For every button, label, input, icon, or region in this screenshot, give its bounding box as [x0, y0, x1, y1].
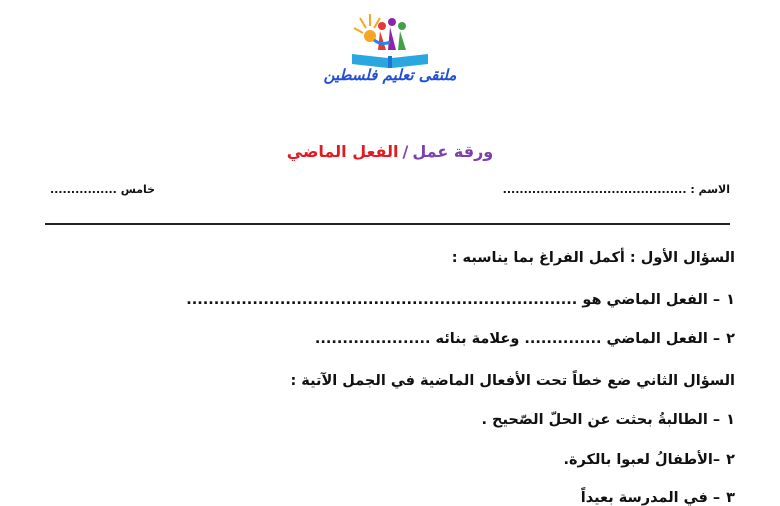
item-number: ١ [726, 292, 735, 308]
question2-heading: السؤال الثاني ضع خطاً تحت الأفعال الماضية في الجمل الآتية : [290, 373, 735, 389]
item-text: –الأطفالُ لعبوا بالكرة. [563, 452, 721, 468]
name-field-label: الاسم : ............................................ [502, 183, 730, 196]
logo-text: ملتقى تعليم فلسطين [323, 66, 457, 84]
question2-item-3 [581, 490, 735, 506]
question2-item-1 [482, 412, 736, 428]
item-number: ١ [726, 412, 735, 428]
title-worksheet: ورقة عمل [412, 142, 494, 161]
item-number: ٢ [726, 331, 735, 347]
item-text: – الفعل الماضي هو ....................................................................... [186, 292, 721, 308]
question1-item-1 [186, 292, 735, 308]
item-text: – في المدرسة بعيداً [580, 490, 721, 506]
title-topic: الفعل الماضي [286, 142, 399, 161]
class-field-label: خامس ................ [50, 183, 156, 196]
page-title [0, 142, 780, 161]
item-number: ٢ [726, 452, 735, 468]
item-text: – الفعل الماضي .............. وعلامة بنائه ..................... [314, 331, 721, 347]
question2-item-2 [563, 452, 735, 468]
item-text: – الطالبةُ بحثت عن الحلّ الصّحيح . [481, 412, 721, 428]
title-separator: / [402, 142, 409, 161]
question1-item-2 [315, 331, 735, 347]
item-number: ٣ [726, 490, 735, 506]
question1-heading: السؤال الأول : أكمل الفراغ بما يناسبه : [451, 250, 735, 266]
divider-line [45, 223, 730, 225]
